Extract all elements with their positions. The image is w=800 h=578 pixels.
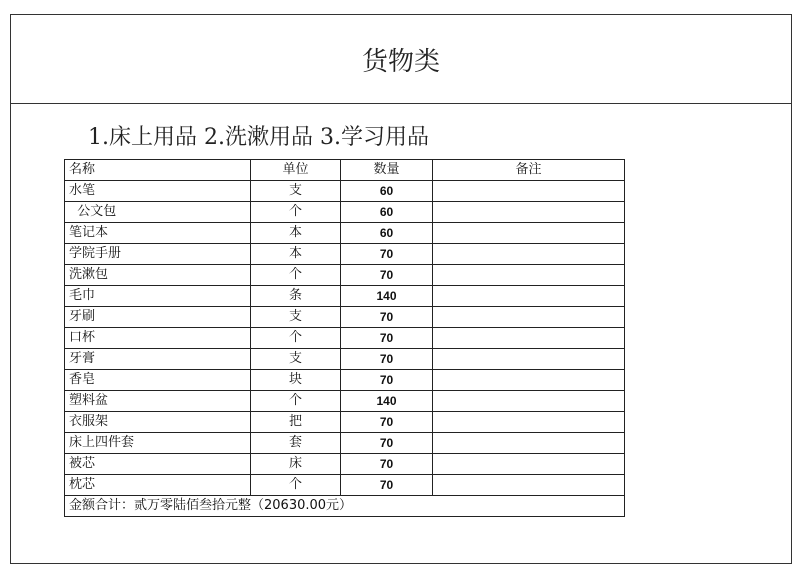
table-row [65, 412, 625, 433]
table-row [65, 223, 625, 244]
cell-quantity: 70 [341, 433, 433, 454]
cell-quantity: 60 [341, 181, 433, 202]
cell-name: 学院手册 [65, 244, 251, 265]
table-row [65, 202, 625, 223]
cell-name: 香皂 [65, 370, 251, 391]
table-body [65, 181, 625, 496]
cell-quantity: 70 [341, 265, 433, 286]
cell-name: 塑料盆 [65, 391, 251, 412]
column-header-name: 名称 [65, 160, 251, 181]
cell-unit: 个 [251, 475, 341, 496]
cell-unit: 支 [251, 181, 341, 202]
table-row [65, 181, 625, 202]
cell-remark [433, 370, 625, 391]
cell-remark [433, 265, 625, 286]
cell-name: 毛巾 [65, 286, 251, 307]
cell-unit: 床 [251, 454, 341, 475]
cell-remark [433, 475, 625, 496]
cell-unit: 套 [251, 433, 341, 454]
column-header-unit: 单位 [251, 160, 341, 181]
table-row [65, 454, 625, 475]
cell-remark [433, 286, 625, 307]
cell-quantity: 70 [341, 454, 433, 475]
cell-name: 枕芯 [65, 475, 251, 496]
cell-remark [433, 454, 625, 475]
cell-unit: 支 [251, 349, 341, 370]
cell-unit: 把 [251, 412, 341, 433]
cell-quantity: 70 [341, 244, 433, 265]
cell-remark [433, 223, 625, 244]
table-row [65, 433, 625, 454]
cell-name: 笔记本 [65, 223, 251, 244]
column-header-quantity: 数量 [341, 160, 433, 181]
cell-name: 牙膏 [65, 349, 251, 370]
cell-unit: 块 [251, 370, 341, 391]
cell-name: 洗漱包 [65, 265, 251, 286]
category-list-heading: 1.床上用品 2.洗漱用品 3.学习用品 [88, 125, 429, 150]
cell-quantity: 70 [341, 370, 433, 391]
table-row [65, 370, 625, 391]
cell-unit: 个 [251, 202, 341, 223]
cell-remark [433, 307, 625, 328]
cell-unit: 条 [251, 286, 341, 307]
cell-name: 牙刷 [65, 307, 251, 328]
cell-name: 公文包 [65, 202, 251, 223]
cell-remark [433, 181, 625, 202]
table-row [65, 286, 625, 307]
cell-unit: 支 [251, 307, 341, 328]
cell-quantity: 70 [341, 349, 433, 370]
table-row [65, 244, 625, 265]
cell-unit: 个 [251, 328, 341, 349]
cell-quantity: 70 [341, 328, 433, 349]
cell-remark [433, 349, 625, 370]
cell-quantity: 140 [341, 286, 433, 307]
cell-name: 被芯 [65, 454, 251, 475]
cell-quantity: 70 [341, 475, 433, 496]
cell-remark [433, 244, 625, 265]
category-title: 货物类 [11, 15, 791, 104]
cell-quantity: 140 [341, 391, 433, 412]
cell-unit: 本 [251, 244, 341, 265]
cell-remark [433, 433, 625, 454]
cell-remark [433, 412, 625, 433]
cell-remark [433, 202, 625, 223]
column-header-remark: 备注 [433, 160, 625, 181]
table-header-row [65, 160, 625, 181]
cell-quantity: 70 [341, 307, 433, 328]
cell-name: 床上四件套 [65, 433, 251, 454]
cell-remark [433, 391, 625, 412]
table-row [65, 307, 625, 328]
table-row [65, 475, 625, 496]
table-row [65, 328, 625, 349]
cell-quantity: 60 [341, 202, 433, 223]
cell-quantity: 70 [341, 412, 433, 433]
cell-name: 水笔 [65, 181, 251, 202]
cell-unit: 个 [251, 391, 341, 412]
total-row [65, 496, 625, 517]
total-amount: 金额合计：贰万零陆佰叁拾元整（20630.00元） [65, 496, 625, 517]
cell-quantity: 60 [341, 223, 433, 244]
table-row [65, 265, 625, 286]
cell-unit: 个 [251, 265, 341, 286]
cell-name: 衣服架 [65, 412, 251, 433]
table-row [65, 349, 625, 370]
cell-unit: 本 [251, 223, 341, 244]
table-row [65, 391, 625, 412]
goods-table [64, 159, 625, 517]
cell-remark [433, 328, 625, 349]
cell-name: 口杯 [65, 328, 251, 349]
